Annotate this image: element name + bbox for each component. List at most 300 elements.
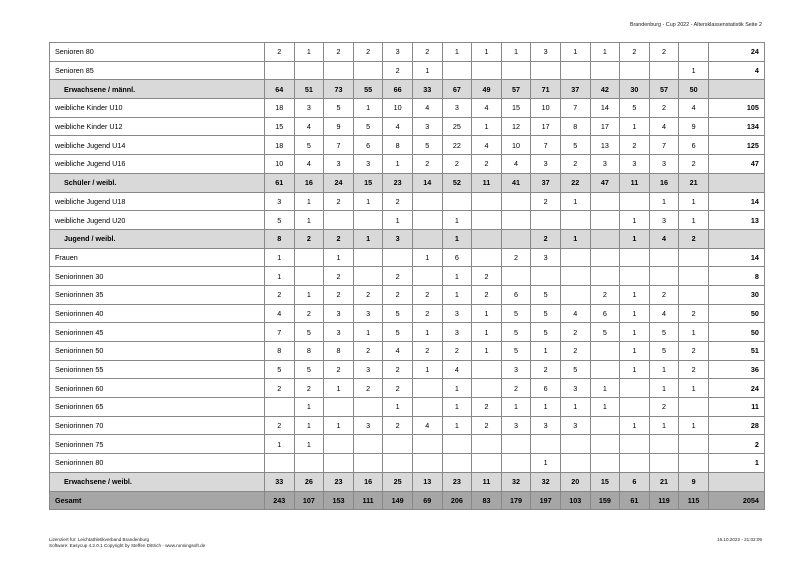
count-cell: 6 (590, 304, 620, 323)
count-cell: 2 (590, 285, 620, 304)
count-cell: 2 (324, 229, 354, 248)
count-cell: 2 (265, 379, 295, 398)
page-header: Brandenburg - Cup 2022 - Altersklassenstatistik Seite 2 (629, 22, 762, 28)
row-total-cell: 14 (708, 192, 764, 211)
row-label: Erwachsene / weibl. (50, 472, 265, 491)
row-total-cell: 47 (708, 155, 764, 174)
count-cell: 3 (442, 304, 472, 323)
table-row (50, 285, 765, 304)
count-cell: 9 (324, 117, 354, 136)
count-cell (501, 229, 531, 248)
row-label: weibliche Jugend U14 (50, 136, 265, 155)
count-cell: 4 (294, 117, 324, 136)
count-cell: 1 (649, 192, 679, 211)
count-cell: 1 (620, 229, 650, 248)
count-cell (501, 435, 531, 454)
count-cell (649, 435, 679, 454)
count-cell: 22 (442, 136, 472, 155)
count-cell: 2 (531, 192, 561, 211)
count-cell: 1 (649, 379, 679, 398)
count-cell: 21 (679, 173, 709, 192)
count-cell: 1 (353, 323, 383, 342)
count-cell: 1 (442, 379, 472, 398)
row-total-cell: 125 (708, 136, 764, 155)
footer-credits (49, 537, 205, 549)
count-cell (353, 398, 383, 417)
count-cell: 5 (590, 323, 620, 342)
count-cell: 5 (560, 136, 590, 155)
count-cell: 1 (324, 379, 354, 398)
count-cell: 1 (472, 342, 502, 361)
row-total-cell: 11 (708, 398, 764, 417)
count-cell: 1 (560, 229, 590, 248)
row-label: Seniorinnen 35 (50, 285, 265, 304)
row-total-cell: 13 (708, 211, 764, 230)
count-cell: 1 (442, 43, 472, 62)
row-label: Senioren 80 (50, 43, 265, 62)
count-cell: 3 (560, 379, 590, 398)
count-cell: 2 (501, 379, 531, 398)
count-cell: 1 (649, 416, 679, 435)
count-cell: 30 (620, 80, 650, 99)
count-cell: 37 (560, 80, 590, 99)
count-cell (353, 211, 383, 230)
row-total-cell: 2054 (708, 491, 764, 510)
count-cell: 32 (501, 472, 531, 491)
count-cell: 1 (383, 398, 413, 417)
count-cell: 1 (383, 155, 413, 174)
count-cell: 49 (472, 80, 502, 99)
count-cell: 26 (294, 472, 324, 491)
count-cell: 1 (560, 398, 590, 417)
count-cell: 1 (531, 398, 561, 417)
count-cell (265, 398, 295, 417)
count-cell: 10 (265, 155, 295, 174)
count-cell (620, 61, 650, 80)
count-cell: 1 (560, 43, 590, 62)
count-cell (531, 267, 561, 286)
count-cell: 5 (294, 360, 324, 379)
count-cell: 206 (442, 491, 472, 510)
count-cell (472, 360, 502, 379)
row-label: Seniorinnen 55 (50, 360, 265, 379)
row-label: Erwachsene / männl. (50, 80, 265, 99)
count-cell: 2 (265, 43, 295, 62)
count-cell: 37 (531, 173, 561, 192)
row-label: Schüler / weibl. (50, 173, 265, 192)
row-total-cell: 24 (708, 379, 764, 398)
count-cell: 2 (620, 43, 650, 62)
count-cell: 2 (265, 416, 295, 435)
count-cell: 5 (383, 304, 413, 323)
row-total-cell: 2 (708, 435, 764, 454)
count-cell: 61 (265, 173, 295, 192)
table-row (50, 267, 765, 286)
count-cell: 41 (501, 173, 531, 192)
count-cell (560, 267, 590, 286)
table-row (50, 136, 765, 155)
count-cell: 23 (324, 472, 354, 491)
count-cell: 4 (412, 416, 442, 435)
count-cell: 153 (324, 491, 354, 510)
count-cell: 4 (442, 360, 472, 379)
count-cell: 1 (442, 229, 472, 248)
count-cell: 4 (679, 99, 709, 118)
count-cell (620, 248, 650, 267)
count-cell: 23 (383, 173, 413, 192)
row-total-cell: 50 (708, 304, 764, 323)
count-cell: 2 (383, 379, 413, 398)
count-cell: 3 (531, 248, 561, 267)
count-cell: 119 (649, 491, 679, 510)
count-cell: 33 (412, 80, 442, 99)
count-cell: 3 (531, 416, 561, 435)
count-cell (353, 61, 383, 80)
count-cell: 1 (442, 398, 472, 417)
count-cell (620, 267, 650, 286)
count-cell (560, 248, 590, 267)
count-cell (442, 435, 472, 454)
count-cell: 1 (501, 43, 531, 62)
count-cell (620, 398, 650, 417)
table-row (50, 248, 765, 267)
row-label: weibliche Kinder U12 (50, 117, 265, 136)
count-cell: 1 (294, 43, 324, 62)
row-total-cell: 51 (708, 342, 764, 361)
count-cell: 2 (679, 304, 709, 323)
table-row (50, 454, 765, 473)
license-text: Lizenziert für: Leichtathletikverband Brandenburg (49, 537, 150, 542)
count-cell (649, 248, 679, 267)
count-cell: 57 (649, 80, 679, 99)
count-cell (353, 454, 383, 473)
table-row (50, 360, 765, 379)
count-cell: 4 (294, 155, 324, 174)
count-cell (679, 248, 709, 267)
count-cell: 1 (442, 416, 472, 435)
count-cell: 1 (590, 398, 620, 417)
count-cell (679, 454, 709, 473)
count-cell: 2 (324, 192, 354, 211)
count-cell: 7 (531, 136, 561, 155)
count-cell: 2 (412, 342, 442, 361)
count-cell: 3 (560, 416, 590, 435)
count-cell: 67 (442, 80, 472, 99)
count-cell: 5 (294, 136, 324, 155)
row-label: weibliche Jugend U18 (50, 192, 265, 211)
count-cell: 3 (442, 323, 472, 342)
count-cell: 1 (442, 285, 472, 304)
count-cell: 3 (501, 360, 531, 379)
count-cell: 1 (679, 61, 709, 80)
count-cell (294, 267, 324, 286)
count-cell: 21 (649, 472, 679, 491)
count-cell: 17 (590, 117, 620, 136)
count-cell: 8 (560, 117, 590, 136)
count-cell: 197 (531, 491, 561, 510)
count-cell: 2 (472, 416, 502, 435)
count-cell (265, 61, 295, 80)
row-total-cell: 134 (708, 117, 764, 136)
table-row (50, 155, 765, 174)
count-cell: 1 (324, 248, 354, 267)
count-cell (649, 454, 679, 473)
count-cell: 3 (353, 360, 383, 379)
count-cell: 5 (265, 211, 295, 230)
count-cell (620, 192, 650, 211)
count-cell (531, 211, 561, 230)
count-cell: 51 (294, 80, 324, 99)
count-cell: 2 (531, 360, 561, 379)
count-cell: 3 (353, 304, 383, 323)
count-cell: 1 (442, 211, 472, 230)
count-cell (294, 61, 324, 80)
count-cell: 1 (679, 211, 709, 230)
count-cell: 1 (679, 323, 709, 342)
count-cell: 2 (472, 398, 502, 417)
age-class-statistics-table (49, 42, 765, 510)
count-cell (472, 229, 502, 248)
count-cell: 1 (531, 454, 561, 473)
count-cell (472, 454, 502, 473)
count-cell (620, 379, 650, 398)
count-cell: 5 (620, 99, 650, 118)
count-cell: 1 (679, 416, 709, 435)
count-cell: 2 (383, 416, 413, 435)
count-cell: 2 (324, 267, 354, 286)
count-cell (590, 435, 620, 454)
count-cell: 1 (412, 61, 442, 80)
count-cell: 20 (560, 472, 590, 491)
count-cell: 52 (442, 173, 472, 192)
count-cell: 7 (560, 99, 590, 118)
count-cell: 2 (412, 43, 442, 62)
count-cell (560, 454, 590, 473)
count-cell: 243 (265, 491, 295, 510)
count-cell (679, 285, 709, 304)
count-cell: 179 (501, 491, 531, 510)
table-row (50, 435, 765, 454)
count-cell: 5 (649, 323, 679, 342)
count-cell (620, 454, 650, 473)
count-cell: 4 (649, 229, 679, 248)
count-cell: 3 (265, 192, 295, 211)
table-row (50, 323, 765, 342)
count-cell: 1 (412, 248, 442, 267)
count-cell (590, 229, 620, 248)
count-cell: 1 (353, 99, 383, 118)
count-cell: 64 (265, 80, 295, 99)
count-cell (501, 267, 531, 286)
count-cell: 103 (560, 491, 590, 510)
count-cell (412, 435, 442, 454)
count-cell: 11 (472, 472, 502, 491)
count-cell: 1 (294, 398, 324, 417)
subtotal-row (50, 472, 765, 491)
count-cell: 1 (412, 360, 442, 379)
count-cell: 2 (294, 304, 324, 323)
count-cell: 2 (353, 43, 383, 62)
row-total-cell: 4 (708, 61, 764, 80)
count-cell: 13 (412, 472, 442, 491)
count-cell (472, 435, 502, 454)
count-cell: 4 (472, 136, 502, 155)
count-cell: 2 (353, 379, 383, 398)
count-cell: 5 (412, 136, 442, 155)
count-cell (265, 454, 295, 473)
count-cell: 1 (265, 267, 295, 286)
row-label: Seniorinnen 30 (50, 267, 265, 286)
row-label: Gesamt (50, 491, 265, 510)
table-row (50, 398, 765, 417)
count-cell: 8 (383, 136, 413, 155)
subtotal-row (50, 229, 765, 248)
count-cell: 3 (324, 323, 354, 342)
count-cell: 4 (383, 117, 413, 136)
count-cell (412, 454, 442, 473)
count-cell: 3 (294, 99, 324, 118)
count-cell: 2 (649, 99, 679, 118)
count-cell (472, 61, 502, 80)
count-cell: 1 (472, 117, 502, 136)
count-cell: 16 (353, 472, 383, 491)
software-text: Software: Easycup 4.2.0.1 Copyright by Steffen Dittrich - www.runningsoft.de (49, 543, 206, 549)
table-row (50, 117, 765, 136)
count-cell: 2 (294, 229, 324, 248)
count-cell (560, 435, 590, 454)
count-cell: 3 (620, 155, 650, 174)
count-cell: 1 (531, 342, 561, 361)
table-row (50, 416, 765, 435)
count-cell (679, 398, 709, 417)
count-cell: 1 (501, 398, 531, 417)
count-cell (501, 61, 531, 80)
count-cell: 5 (560, 360, 590, 379)
count-cell: 32 (531, 472, 561, 491)
count-cell (560, 211, 590, 230)
count-cell: 1 (265, 248, 295, 267)
count-cell: 12 (501, 117, 531, 136)
count-cell (324, 398, 354, 417)
count-cell: 2 (442, 342, 472, 361)
count-cell (412, 211, 442, 230)
table-row (50, 211, 765, 230)
count-cell: 2 (383, 285, 413, 304)
row-total-cell: 8 (708, 267, 764, 286)
count-cell (353, 267, 383, 286)
count-cell: 6 (679, 136, 709, 155)
count-cell: 2 (412, 155, 442, 174)
row-label: Senioren 85 (50, 61, 265, 80)
count-cell (590, 248, 620, 267)
count-cell: 47 (590, 173, 620, 192)
count-cell: 4 (412, 99, 442, 118)
count-cell: 2 (383, 61, 413, 80)
count-cell: 61 (620, 491, 650, 510)
count-cell: 8 (265, 342, 295, 361)
count-cell (472, 211, 502, 230)
count-cell: 42 (590, 80, 620, 99)
count-cell: 1 (620, 117, 650, 136)
count-cell: 1 (620, 323, 650, 342)
row-total-cell: 50 (708, 323, 764, 342)
count-cell: 2 (472, 285, 502, 304)
count-cell (590, 267, 620, 286)
count-cell (590, 454, 620, 473)
count-cell: 4 (649, 117, 679, 136)
count-cell (620, 435, 650, 454)
count-cell: 1 (620, 304, 650, 323)
count-cell: 24 (324, 173, 354, 192)
count-cell: 13 (590, 136, 620, 155)
row-label: Seniorinnen 75 (50, 435, 265, 454)
count-cell: 1 (649, 360, 679, 379)
count-cell: 15 (590, 472, 620, 491)
count-cell (353, 435, 383, 454)
count-cell (412, 192, 442, 211)
table-row (50, 304, 765, 323)
count-cell: 2 (472, 267, 502, 286)
count-cell: 1 (472, 304, 502, 323)
count-cell: 10 (531, 99, 561, 118)
count-cell: 5 (383, 323, 413, 342)
count-cell: 1 (620, 211, 650, 230)
count-cell (294, 454, 324, 473)
table-row (50, 342, 765, 361)
count-cell: 71 (531, 80, 561, 99)
count-cell: 3 (383, 43, 413, 62)
count-cell: 2 (383, 192, 413, 211)
count-cell: 3 (353, 155, 383, 174)
count-cell: 6 (501, 285, 531, 304)
count-cell: 55 (353, 80, 383, 99)
row-total-cell (708, 173, 764, 192)
count-cell: 2 (353, 342, 383, 361)
count-cell: 2 (560, 342, 590, 361)
count-cell: 10 (383, 99, 413, 118)
count-cell (324, 454, 354, 473)
table-row (50, 379, 765, 398)
count-cell (560, 61, 590, 80)
count-cell: 2 (649, 285, 679, 304)
count-cell: 4 (472, 99, 502, 118)
count-cell: 8 (265, 229, 295, 248)
count-cell (560, 285, 590, 304)
row-label: weibliche Kinder U10 (50, 99, 265, 118)
count-cell (501, 454, 531, 473)
row-label: weibliche Jugend U16 (50, 155, 265, 174)
count-cell: 2 (679, 155, 709, 174)
count-cell: 5 (501, 323, 531, 342)
count-cell: 3 (442, 99, 472, 118)
count-cell (324, 435, 354, 454)
count-cell (590, 360, 620, 379)
subtotal-row (50, 173, 765, 192)
count-cell: 69 (412, 491, 442, 510)
row-total-cell: 28 (708, 416, 764, 435)
count-cell: 5 (531, 304, 561, 323)
count-cell: 1 (324, 416, 354, 435)
count-cell: 2 (560, 323, 590, 342)
count-cell: 1 (560, 192, 590, 211)
count-cell: 1 (442, 267, 472, 286)
count-cell: 14 (412, 173, 442, 192)
count-cell: 22 (560, 173, 590, 192)
count-cell: 2 (324, 285, 354, 304)
count-cell: 2 (383, 267, 413, 286)
count-cell (383, 435, 413, 454)
row-total-cell: 30 (708, 285, 764, 304)
